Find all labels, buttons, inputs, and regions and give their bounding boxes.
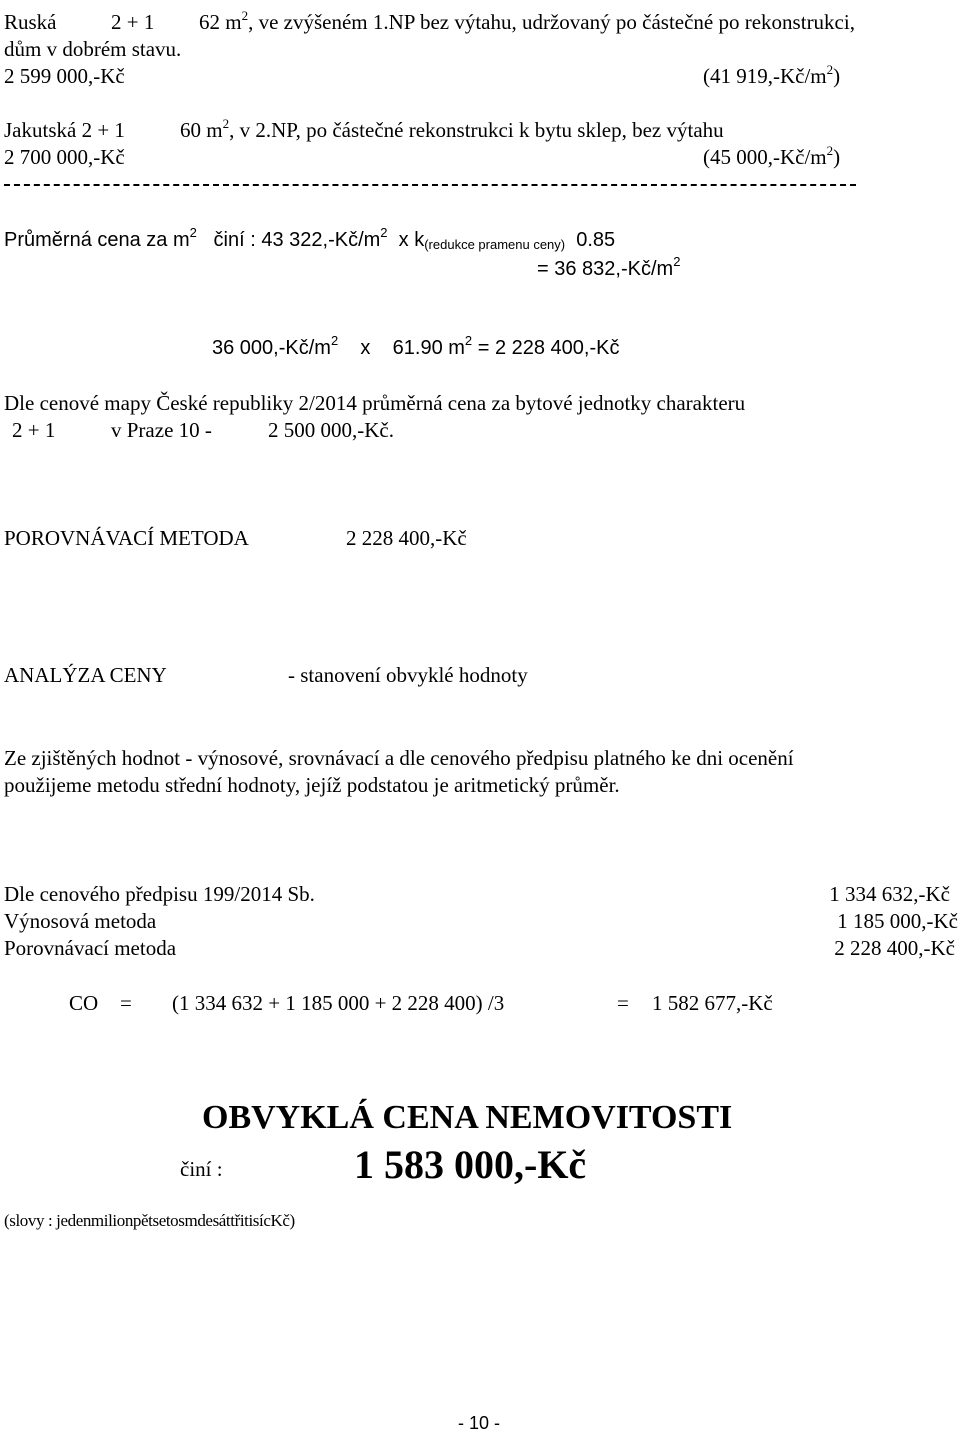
final-title: OBVYKLÁ CENA NEMOVITOSTI	[202, 1099, 733, 1136]
final-value: 1 583 000,-Kč	[354, 1142, 587, 1187]
price-map-location: v Praze 10 -	[111, 418, 212, 442]
formula-expression: (1 334 632 + 1 185 000 + 2 228 400) /3	[172, 991, 505, 1015]
comparative-method-value: 2 228 400,-Kč	[346, 526, 467, 550]
summary-value-2: 1 185 000,-Kč	[837, 909, 958, 933]
average-result: = 36 $832,-Kč/m^2$	[537, 254, 681, 280]
summary-label-2: Výnosová metoda	[4, 909, 157, 933]
comp2-unit-price: (45 $000,-Kč/m^2$)	[703, 143, 841, 169]
comp1-price: 2 599 000,-Kč	[4, 64, 125, 88]
comparative-method-label: POROVNÁVACÍ METODA	[4, 526, 249, 550]
paragraph-line-2: použijeme metodu střední hodnoty, jejíž podstatou je aritmetický průměr.	[4, 773, 620, 797]
average-price-line: Průměrná cena za $m^2$ činí : 43 $322,-Kč/m^2$ x $k_{(redukce pramenu ceny)}$ 0.85	[4, 225, 616, 252]
summary-label-1: Dle cenového předpisu 199/2014 Sb.	[4, 882, 315, 906]
summary-value-1: 1 334 632,-Kč	[829, 882, 950, 906]
paragraph-line-1: Ze zjištěných hodnot - výnosové, srovnávací a dle cenového předpisu platného ke dni ocenění	[4, 746, 794, 770]
price-map-line-1: Dle cenové mapy České republiky 2/2014 průměrná cena za bytové jednotky charakteru	[4, 391, 746, 415]
comp2-description: 60 $m^2$, v 2.NP, po částečné rekonstrukci k bytu sklep, bez výtahu	[180, 116, 724, 142]
formula-equals: =	[120, 991, 132, 1015]
price-map-value: 2 500 000,-Kč.	[268, 418, 394, 442]
summary-label-3: Porovnávací metoda	[4, 936, 177, 960]
dashed-divider	[4, 184, 856, 186]
final-cini-label: činí :	[180, 1157, 223, 1181]
formula-co: CO	[69, 991, 99, 1015]
formula-result: 1 582 677,-Kč	[652, 991, 773, 1015]
comp1-name: Ruská	[4, 10, 57, 34]
comp2-name: Jakutská 2 + 1	[4, 118, 125, 142]
comp1-layout: 2 + 1	[111, 10, 155, 34]
comp1-description-2: dům v dobrém stavu.	[4, 37, 182, 61]
comp1-description: 62 $m^2$, ve zvýšeném 1.NP bez výtahu, udržovaný po částečné po rekonstrukci,	[199, 8, 855, 34]
summary-value-3: 2 228 400,-Kč	[834, 936, 955, 960]
final-in-words: (slovy : jedenmilionpětsetosmdesáttřitisícKč)	[4, 1211, 295, 1230]
comp2-price: 2 700 000,-Kč	[4, 145, 125, 169]
page-number: - 10 -	[458, 1413, 501, 1433]
comp1-unit-price: (41 $919,-Kč/m^2$)	[703, 62, 841, 88]
price-analysis-heading: ANALÝZA CENY	[4, 663, 167, 687]
formula-equals-2: =	[617, 991, 629, 1015]
price-analysis-description: - stanovení obvyklé hodnoty	[288, 663, 528, 687]
price-map-layout: 2 + 1	[12, 418, 56, 442]
area-calculation: 36 $000,-Kč/m^2$ x 61.90 $m^2 = 2$ 228 400,-Kč	[212, 333, 620, 359]
